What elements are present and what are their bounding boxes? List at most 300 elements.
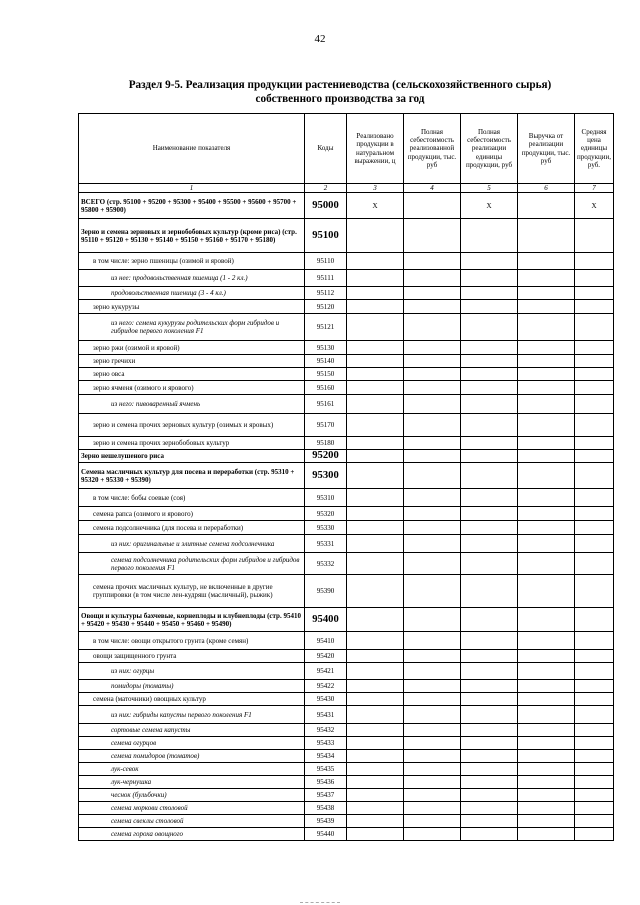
cell-c7 [575, 381, 614, 395]
cell-c5 [461, 693, 518, 706]
header-row [79, 114, 614, 184]
row-code: 95300 [305, 463, 347, 489]
row-name: из него: семена кукурузы родительских форм гибридов и гибридов первого поколения F1 [79, 314, 305, 341]
cell-c3 [347, 437, 404, 450]
row-name: из него: пивоваренный ячмень [79, 395, 305, 414]
cell-c5 [461, 608, 518, 632]
cell-c5 [461, 680, 518, 693]
header-col5: Полная себестоимость реализации единицы продукции, руб [461, 114, 518, 184]
row-name: семена подсолнечника (для посева и переработки) [79, 521, 305, 535]
header-col6: Выручка от реализации продукции, тыс. руб [518, 114, 575, 184]
cell-c3 [347, 706, 404, 724]
cell-c5 [461, 341, 518, 355]
cell-c5 [461, 450, 518, 463]
row-name: зерно гречихи [79, 355, 305, 368]
cell-c6 [518, 632, 575, 650]
row-code: 95140 [305, 355, 347, 368]
cell-c4 [404, 253, 461, 270]
cell-c7 [575, 314, 614, 341]
cell-c4 [404, 663, 461, 680]
row-name: лук-чернушка [79, 776, 305, 789]
cell-c4 [404, 724, 461, 737]
cell-c4 [404, 553, 461, 575]
cell-c3 [347, 287, 404, 300]
cell-c3 [347, 341, 404, 355]
cell-c5 [461, 828, 518, 841]
cell-c3 [347, 463, 404, 489]
row-code: 95121 [305, 314, 347, 341]
row-name: Зерно и семена зерновых и зернобобовых культур (кроме риса) (стр. 95110 + 95120 + 95130 + 95140 + 95150 + 95160 + 95170 + 95180) [79, 219, 305, 253]
cell-c3 [347, 489, 404, 507]
cell-c7 [575, 815, 614, 828]
table-row [79, 632, 614, 650]
cell-c3 [347, 776, 404, 789]
row-name: зерно овса [79, 368, 305, 381]
cell-c5 [461, 314, 518, 341]
cell-c3 [347, 521, 404, 535]
cell-c5 [461, 763, 518, 776]
row-code: 95435 [305, 763, 347, 776]
cell-c4 [404, 437, 461, 450]
cell-c3 [347, 575, 404, 608]
cell-c6 [518, 750, 575, 763]
cell-c7 [575, 724, 614, 737]
cell-c3 [347, 450, 404, 463]
column-number: 1 [79, 184, 305, 193]
cell-c7 [575, 693, 614, 706]
row-name: лук-севок [79, 763, 305, 776]
table-row [79, 368, 614, 381]
cell-c5 [461, 414, 518, 437]
table-row [79, 414, 614, 437]
table-body [79, 193, 614, 841]
table-row [79, 535, 614, 553]
row-name: в том числе: овощи открытого грунта (кроме семян) [79, 632, 305, 650]
row-name: помидоры (томаты) [79, 680, 305, 693]
row-name: семена помидоров (томатов) [79, 750, 305, 763]
cell-c4 [404, 693, 461, 706]
column-number: 4 [404, 184, 461, 193]
cell-c4 [404, 802, 461, 815]
row-name: семена огурцов [79, 737, 305, 750]
row-code: 95120 [305, 300, 347, 314]
row-name: чеснок (бульбочки) [79, 789, 305, 802]
column-number: 6 [518, 184, 575, 193]
cell-c3 [347, 270, 404, 287]
cell-c7 [575, 368, 614, 381]
cell-c5 [461, 219, 518, 253]
cell-c7 [575, 750, 614, 763]
cell-c4 [404, 789, 461, 802]
cell-c6 [518, 815, 575, 828]
cell-c5 [461, 507, 518, 521]
cell-c6 [518, 737, 575, 750]
column-number: 7 [575, 184, 614, 193]
cell-c4 [404, 287, 461, 300]
cell-c5 [461, 750, 518, 763]
cell-c5 [461, 381, 518, 395]
cell-c6 [518, 575, 575, 608]
table-row [79, 789, 614, 802]
cell-c4 [404, 300, 461, 314]
row-name: семена моркови столовой [79, 802, 305, 815]
row-name: из них: огурцы [79, 663, 305, 680]
cell-c7 [575, 632, 614, 650]
table-row [79, 763, 614, 776]
cell-c5 [461, 815, 518, 828]
cell-c3 [347, 507, 404, 521]
cell-c7 [575, 489, 614, 507]
cell-c3 [347, 253, 404, 270]
cell-c7 [575, 680, 614, 693]
row-name: сортовые семена капусты [79, 724, 305, 737]
cell-c5 [461, 632, 518, 650]
cell-c4 [404, 314, 461, 341]
cell-c7 [575, 663, 614, 680]
cell-c5 [461, 521, 518, 535]
row-name: зерно и семена прочих зерновых культур (озимых и яровых) [79, 414, 305, 437]
row-code: 95111 [305, 270, 347, 287]
row-code: 95430 [305, 693, 347, 706]
table-row [79, 553, 614, 575]
cell-c6 [518, 450, 575, 463]
cell-c3 [347, 414, 404, 437]
row-name: зерно кукурузы [79, 300, 305, 314]
row-name: Овощи и культуры бахчевые, корнеплоды и клубнеплоды (стр. 95410 + 95420 + 95430 + 95440 + 95450 + 95460 + 95490) [79, 608, 305, 632]
table-row [79, 450, 614, 463]
row-code: 95437 [305, 789, 347, 802]
row-code: 95420 [305, 650, 347, 663]
cell-c7 [575, 395, 614, 414]
cell-c7 [575, 450, 614, 463]
cell-c5 [461, 270, 518, 287]
cell-c4 [404, 680, 461, 693]
cell-c6 [518, 300, 575, 314]
cell-c3 [347, 535, 404, 553]
cell-c4 [404, 521, 461, 535]
table-row [79, 381, 614, 395]
cell-c3 [347, 381, 404, 395]
section-title [80, 78, 600, 106]
table-row [79, 463, 614, 489]
cell-c5 [461, 663, 518, 680]
cell-c5: Х [461, 193, 518, 219]
cell-c3 [347, 763, 404, 776]
row-code: 95110 [305, 253, 347, 270]
cell-c3 [347, 553, 404, 575]
cell-c4 [404, 341, 461, 355]
cell-c5 [461, 395, 518, 414]
cell-c7 [575, 737, 614, 750]
column-number: 3 [347, 184, 404, 193]
table-row [79, 680, 614, 693]
cell-c6 [518, 608, 575, 632]
cell-c5 [461, 489, 518, 507]
row-name: из них: гибриды капусты первого поколения F1 [79, 706, 305, 724]
cell-c3 [347, 355, 404, 368]
cell-c7 [575, 650, 614, 663]
cell-c7 [575, 802, 614, 815]
cell-c7 [575, 463, 614, 489]
cell-c3 [347, 724, 404, 737]
cell-c7 [575, 437, 614, 450]
cell-c6 [518, 828, 575, 841]
cell-c6 [518, 314, 575, 341]
row-code: 95100 [305, 219, 347, 253]
cell-c6 [518, 253, 575, 270]
cell-c5 [461, 650, 518, 663]
cell-c7 [575, 521, 614, 535]
cell-c6 [518, 193, 575, 219]
row-code: 95431 [305, 706, 347, 724]
cell-c3 [347, 650, 404, 663]
cell-c6 [518, 287, 575, 300]
cell-c6 [518, 680, 575, 693]
cell-c7: Х [575, 193, 614, 219]
cell-c6 [518, 789, 575, 802]
cell-c4 [404, 507, 461, 521]
column-number-row [79, 184, 614, 193]
table-row [79, 300, 614, 314]
scan-edge-mark [300, 902, 340, 903]
cell-c5 [461, 737, 518, 750]
cell-c7 [575, 575, 614, 608]
cell-c7 [575, 553, 614, 575]
row-code: 95439 [305, 815, 347, 828]
table-row [79, 219, 614, 253]
cell-c4 [404, 381, 461, 395]
row-code: 95161 [305, 395, 347, 414]
cell-c6 [518, 219, 575, 253]
cell-c4 [404, 489, 461, 507]
cell-c6 [518, 521, 575, 535]
cell-c3 [347, 219, 404, 253]
cell-c3 [347, 368, 404, 381]
cell-c7 [575, 414, 614, 437]
row-name: из них: оригинальные и элитные семена подсолнечника [79, 535, 305, 553]
cell-c7 [575, 535, 614, 553]
cell-c4 [404, 776, 461, 789]
cell-c5 [461, 287, 518, 300]
table-row [79, 395, 614, 414]
cell-c6 [518, 553, 575, 575]
cell-c5 [461, 802, 518, 815]
cell-c6 [518, 507, 575, 521]
cell-c4 [404, 535, 461, 553]
row-name: в том числе: бобы соевые (соя) [79, 489, 305, 507]
row-name: зерно ржи (озимой и яровой) [79, 341, 305, 355]
row-code: 95331 [305, 535, 347, 553]
row-code: 95434 [305, 750, 347, 763]
table-row [79, 521, 614, 535]
table-row [79, 507, 614, 521]
cell-c4 [404, 828, 461, 841]
cell-c6 [518, 341, 575, 355]
row-code: 95410 [305, 632, 347, 650]
cell-c4 [404, 650, 461, 663]
cell-c4 [404, 270, 461, 287]
section-title-line1: Раздел 9-5. Реализация продукции растениеводства (сельскохозяйственного сырья) [128, 79, 552, 91]
cell-c7 [575, 253, 614, 270]
cell-c3 [347, 828, 404, 841]
table-row [79, 314, 614, 341]
cell-c7 [575, 355, 614, 368]
cell-c7 [575, 608, 614, 632]
cell-c5 [461, 706, 518, 724]
row-code: 95400 [305, 608, 347, 632]
section-title-line2: собственного производства за год [255, 93, 425, 105]
table-row [79, 802, 614, 815]
cell-c3 [347, 815, 404, 828]
table-row [79, 270, 614, 287]
column-number: 5 [461, 184, 518, 193]
cell-c7 [575, 300, 614, 314]
row-code: 95433 [305, 737, 347, 750]
cell-c4 [404, 219, 461, 253]
cell-c4 [404, 632, 461, 650]
cell-c4 [404, 763, 461, 776]
row-name: в том числе: зерно пшеницы (озимой и яровой) [79, 253, 305, 270]
cell-c4 [404, 368, 461, 381]
table-row [79, 724, 614, 737]
table-row [79, 828, 614, 841]
cell-c6 [518, 535, 575, 553]
cell-c7 [575, 763, 614, 776]
cell-c3 [347, 663, 404, 680]
row-code: 95332 [305, 553, 347, 575]
cell-c7 [575, 341, 614, 355]
row-name: семена рапса (озимого и ярового) [79, 507, 305, 521]
cell-c3 [347, 314, 404, 341]
table-row [79, 706, 614, 724]
cell-c6 [518, 489, 575, 507]
row-name: семена прочих масличных культур, не включенные в другие группировки (в том числе лен-кудряш (масличный), рыжик) [79, 575, 305, 608]
row-code: 95436 [305, 776, 347, 789]
row-code: 95160 [305, 381, 347, 395]
row-name: зерно и семена прочих зернобобовых культур [79, 437, 305, 450]
row-code: 95180 [305, 437, 347, 450]
cell-c3 [347, 608, 404, 632]
cell-c5 [461, 789, 518, 802]
row-name: семена подсолнечника родительских форм гибридов и гибридов первого поколения F1 [79, 553, 305, 575]
row-code: 95320 [305, 507, 347, 521]
cell-c6 [518, 270, 575, 287]
row-code: 95422 [305, 680, 347, 693]
cell-c7 [575, 270, 614, 287]
cell-c7 [575, 789, 614, 802]
cell-c7 [575, 828, 614, 841]
table-row [79, 575, 614, 608]
row-code: 95150 [305, 368, 347, 381]
row-name: из нее: продовольственная пшеница (1 - 2 кл.) [79, 270, 305, 287]
row-name: Зерно нешелушеного риса [79, 450, 305, 463]
cell-c6 [518, 381, 575, 395]
row-code: 95200 [305, 450, 347, 463]
table-row [79, 815, 614, 828]
cell-c3 [347, 789, 404, 802]
cell-c3: Х [347, 193, 404, 219]
cell-c5 [461, 355, 518, 368]
row-code: 95310 [305, 489, 347, 507]
table-row [79, 737, 614, 750]
column-number: 2 [305, 184, 347, 193]
header-col7: Средняя цена единицы продукции, руб. [575, 114, 614, 184]
cell-c5 [461, 253, 518, 270]
row-name: ВСЕГО (стр. 95100 + 95200 + 95300 + 95400 + 95500 + 95600 + 95700 + 95800 + 95900) [79, 193, 305, 219]
cell-c5 [461, 724, 518, 737]
row-name: Семена масличных культур для посева и переработки (стр. 95310 + 95320 + 95330 + 95390) [79, 463, 305, 489]
table-row [79, 341, 614, 355]
table-row [79, 355, 614, 368]
table-row [79, 693, 614, 706]
cell-c5 [461, 776, 518, 789]
cell-c4 [404, 395, 461, 414]
row-name: овощи защищенного грунта [79, 650, 305, 663]
cell-c6 [518, 368, 575, 381]
cell-c6 [518, 802, 575, 815]
cell-c5 [461, 437, 518, 450]
cell-c4 [404, 355, 461, 368]
cell-c3 [347, 737, 404, 750]
cell-c5 [461, 575, 518, 608]
cell-c6 [518, 763, 575, 776]
header-code: Коды [305, 114, 347, 184]
row-name: продовольственная пшеница (3 - 4 кл.) [79, 287, 305, 300]
table-row [79, 608, 614, 632]
cell-c3 [347, 395, 404, 414]
table-row [79, 776, 614, 789]
cell-c4 [404, 450, 461, 463]
cell-c6 [518, 650, 575, 663]
cell-c3 [347, 802, 404, 815]
row-code: 95432 [305, 724, 347, 737]
cell-c6 [518, 693, 575, 706]
header-col4: Полная себестоимость реализованной продукции, тыс. руб [404, 114, 461, 184]
row-code: 95130 [305, 341, 347, 355]
cell-c5 [461, 463, 518, 489]
cell-c3 [347, 300, 404, 314]
cell-c6 [518, 724, 575, 737]
cell-c4 [404, 463, 461, 489]
cell-c3 [347, 693, 404, 706]
table-row [79, 489, 614, 507]
cell-c4 [404, 608, 461, 632]
cell-c6 [518, 395, 575, 414]
row-code: 95390 [305, 575, 347, 608]
cell-c6 [518, 355, 575, 368]
cell-c4 [404, 414, 461, 437]
row-code: 95421 [305, 663, 347, 680]
row-code: 95438 [305, 802, 347, 815]
cell-c6 [518, 706, 575, 724]
header-col3: Реализовано продукции в натуральном выражении, ц [347, 114, 404, 184]
cell-c7 [575, 287, 614, 300]
cell-c5 [461, 300, 518, 314]
row-code: 95112 [305, 287, 347, 300]
cell-c6 [518, 414, 575, 437]
cell-c3 [347, 750, 404, 763]
table-row [79, 287, 614, 300]
cell-c7 [575, 507, 614, 521]
cell-c4 [404, 750, 461, 763]
cell-c7 [575, 706, 614, 724]
cell-c6 [518, 437, 575, 450]
report-table [78, 113, 614, 841]
row-name: семена гороха овощного [79, 828, 305, 841]
row-code: 95440 [305, 828, 347, 841]
cell-c4 [404, 706, 461, 724]
row-name: семена свеклы столовой [79, 815, 305, 828]
